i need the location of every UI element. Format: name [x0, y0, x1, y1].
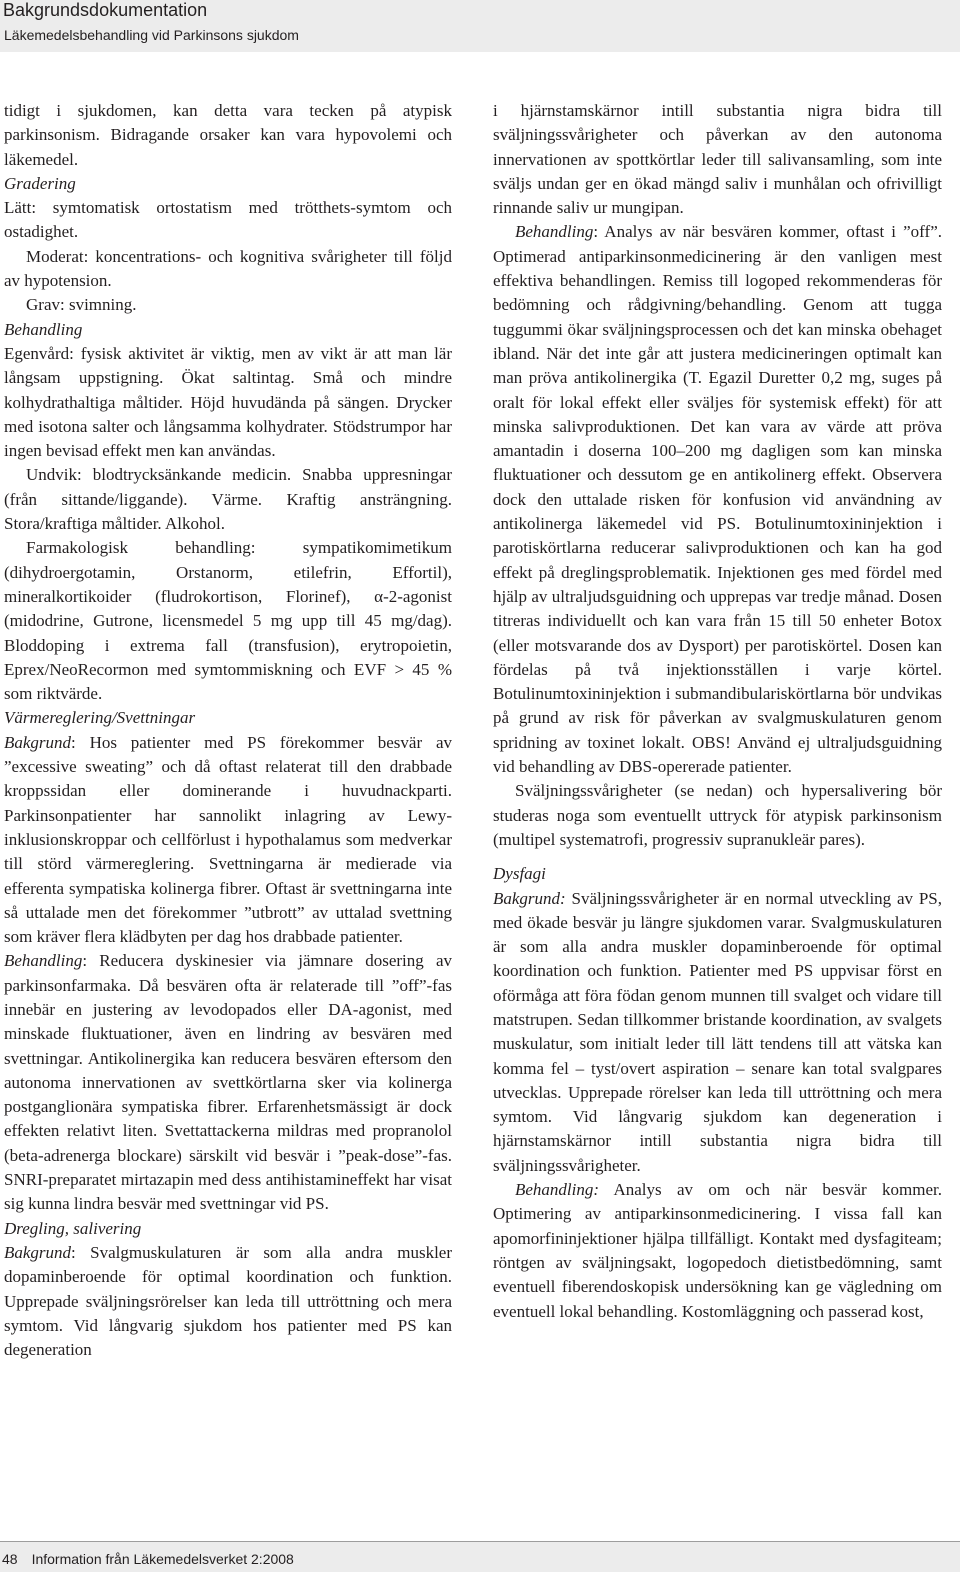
paragraph-text: : Analys av när besvären kommer, oftast i ”off”. Optimerad antiparkinsonmedicinering är den vanligen mest effektiva behandlingen. Remiss till logoped rekommenderas för bedömning och rådgivning/behandling. Genom att tugga tuggummi ökar sväljningsprocessen och det kan minska obehaget ibland. När det inte går att justera medicineringen optimalt kan man pröva antikolinergika (T. Egazil Duretter 0,2 mg, suges på oralt för lokal effekt eller sväljes för systemisk effekt) för att minska salivproduktionen. Det kan vara av värde att pröva amantadin i doserna 100–200 mg dagligen som kan minska fluktuationer och dessutom ge en antikolinerg effekt. Observera dock den uttalade risken för konfusion vid användning av antikolinerga läkemedel vid PS. Botulinumtoxininjektion i parotiskörtlarna reducerar salivproduktionen och kan ha god effekt på dreglingsproblematik. Injektionen ges med fördel med hjälp av ultraljudsguidning och upprepas var tredje månad. Dosen titreras individuellt och kan vara från 15 till 50 enheter Botox (eller motsvarande dos av Dysport) per parotiskörtel. Dosen kan fördelas på två injektionsställen i varje körtel. Botulinumtoxininjektion i submandibulariskörtlarna bör undvikas på grund av risk för påverkan av svalgmuskulaturen genom spridning av toxinet lokalt. OBS! Använd ej ultraljudsguidning vid behandling av DBS-opererade patienter. [493, 222, 942, 777]
footer-source: Information från Läkemedelsverket 2:2008 [31, 1551, 294, 1567]
paragraph: Lätt: symtomatisk ortostatism med trötthets-symtom och ostadighet. [4, 198, 452, 242]
document-subtitle: Läkemedelsbehandling vid Parkinsons sjukdom [4, 27, 299, 43]
section-heading-gradering: Gradering [4, 173, 76, 193]
left-column [4, 99, 452, 1362]
paragraph-text: : Svalgmuskulaturen är som alla andra muskler dopaminberoende för optimal koordination och funktion. Upprepade sväljningsrörelser kan leda till uttröttning och mera symtom. Vid långvarig sjukdom hos patienter med PS kan degeneration [4, 1242, 452, 1360]
inline-label: Bakgrund: [493, 888, 566, 908]
section-heading-behandling: Behandling [4, 319, 83, 339]
section-heading-dysfagi: Dysfagi [493, 864, 546, 884]
paragraph: Egenvård: fysisk aktivitet är viktig, men av vikt är att man lär långsam uppstigning. Ökat saltintag. Små och mindre kolhydrathaltiga måltider. Höjd huvudända på sängen. Drycker med isotona salter och långsamma kolhydrater. Stödstrumpor har ingen bevisad effekt men kan användas. [4, 343, 452, 461]
paragraph-text: Sväljningssvårigheter är en normal utveckling av PS, med ökade besvär ju längre sjukdomen varar. Svalgmuskulaturen är som alla andra muskler dopaminberoende för optimal koordination och funktion. Patienter med PS uppvisar först en oförmåga att föra födan genom munnen till svalget och vidare till matstrupen. Sedan tillkommer bristande koordination, av svalgets muskulatur, som initialt leder till lätt tendens till att vätska kan komma fel – tyst/overt aspiration – senare kan total svalgpares utvecklas. Upprepade rörelser kan leda till uttröttning och mera symtom. Vid långvarig sjukdom kan degeneration i hjärnstamskärnor intill substantia nigra bidra till sväljningssvårigheter. [493, 888, 942, 1175]
right-column [493, 99, 942, 1324]
paragraph [4, 949, 452, 1216]
paragraph: Sväljningssvårigheter (se nedan) och hypersalivering bör studeras noga som eventuellt uttryck för atypisk parkinsonism (multipel systematrofi, progressiv supranukleär pares). [493, 781, 942, 849]
paragraph: Moderat: koncentrations- och kognitiva svårigheter till följd av hypotension. [4, 246, 452, 291]
footer-divider [0, 1541, 960, 1542]
paragraph: Farmakologisk behandling: sympatikomimetikum (dihydroergotamin, Orstanorm, etilefrin, Effortil), mineralkortikoider (fludrokortison, Florinef), α-2-agonist (midodrine, Gutrone, licensmedel 5 mg upp till 45 mg/dag). Bloddoping i extrema fall (transfusion), erytropoietin, Eprex/NeoRecormon med symtommiskning och EVF > 45 % som riktvärde. [4, 538, 452, 704]
inline-label: Behandling [4, 951, 83, 971]
inline-label: Bakgrund [4, 1242, 72, 1262]
page-header [0, 0, 960, 52]
paragraph: Grav: svimning. [26, 295, 137, 315]
paragraph [493, 887, 942, 1179]
paragraph-text: Analys av om och när besvär kommer. Optimering av antiparkinsonmedicinering. I vissa fall kan apomorfininjektioner hjälpa tillfälligt. Kontakt med dysfagiteam; röntgen av sväljningsakt, logopedoch dietistbedömning, samt eventuell fiberendoskopisk undersökning kan ge vägledning om eventuell lokal behandling. Kostomläggning och passerad kost, [493, 1180, 942, 1321]
inline-label: Bakgrund [4, 732, 72, 752]
document-title: Bakgrundsdokumentation [3, 0, 208, 20]
page-number: 48 [2, 1551, 18, 1567]
section-heading-varmereglering: Värmereglering/Svettningar [4, 708, 196, 728]
paragraph [493, 220, 942, 779]
inline-label: Behandling [515, 222, 594, 242]
paragraph: tidigt i sjukdomen, kan detta vara tecken på atypisk parkinsonism. Bidragande orsaker kan vara hypovolemi och läkemedel. [4, 101, 452, 169]
paragraph: i hjärnstamskärnor intill substantia nigra bidra till sväljningssvårigheter och påverkan av den autonoma innervationen av spottkörtlar leder till salivansamling, som inte sväljs undan ger en ökad mängd saliv i munhålan och ofrivilligt rinnande saliv ur mungipan. [493, 101, 942, 218]
paragraph [4, 1241, 452, 1362]
section-heading-dregling: Dregling, salivering [4, 1218, 142, 1238]
paragraph [4, 731, 452, 950]
paragraph-text: : Reducera dyskinesier via jämnare dosering av parkinsonfarmaka. Då besvären ofta är relaterade till ”off”-fas innebär en justering av levodopados eller DA-agonist, med minskade fluktuationer, även en lindring av besvären med svettningar. Antikolinergika kan reducera besvären eftersom den autonoma innervationen av svettkörtlarna sker via kolinerga postganglionära sympatiska fibrer. Erfarenhetsmässigt är dock effekten relativt liten. Svettattackerna mildras med propranolol (beta-adrenerga blockare) särskilt vid besvär i ”peak-dose”-fas. SNRI-preparatet mirtazapin med dess antihistamineffekt har visat sig kunna lindra besvär med svettningar vid PS. [4, 951, 452, 1214]
inline-label: Behandling: [515, 1180, 600, 1200]
paragraph-text: : Hos patienter med PS förekommer besvär av ”excessive sweating” och då oftast relaterat till den drabbade kroppssidan eller dominerande i huvudnackparti. Parkinsonpatienter har sannolikt inlagring av Lewy-inklusionskroppar och cellförlust i hypothalamus som medverkar till störd värmereglering. Svettningarna är medierade via efferenta sympatiska kolinerga fibrer. Oftast är svettningarna inte så uttalade men det förekommer ”utbrott” av uttalad svettning som kräver flera klädbyten per dag hos drabbade patienter. [4, 732, 452, 947]
paragraph: Undvik: blodtrycksänkande medicin. Snabba uppresningar (från sittande/liggande). Värme. Kraftig ansträngning. Stora/kraftiga måltider. Alkohol. [4, 465, 452, 534]
paragraph [493, 1178, 942, 1324]
footer-text [2, 1551, 294, 1567]
